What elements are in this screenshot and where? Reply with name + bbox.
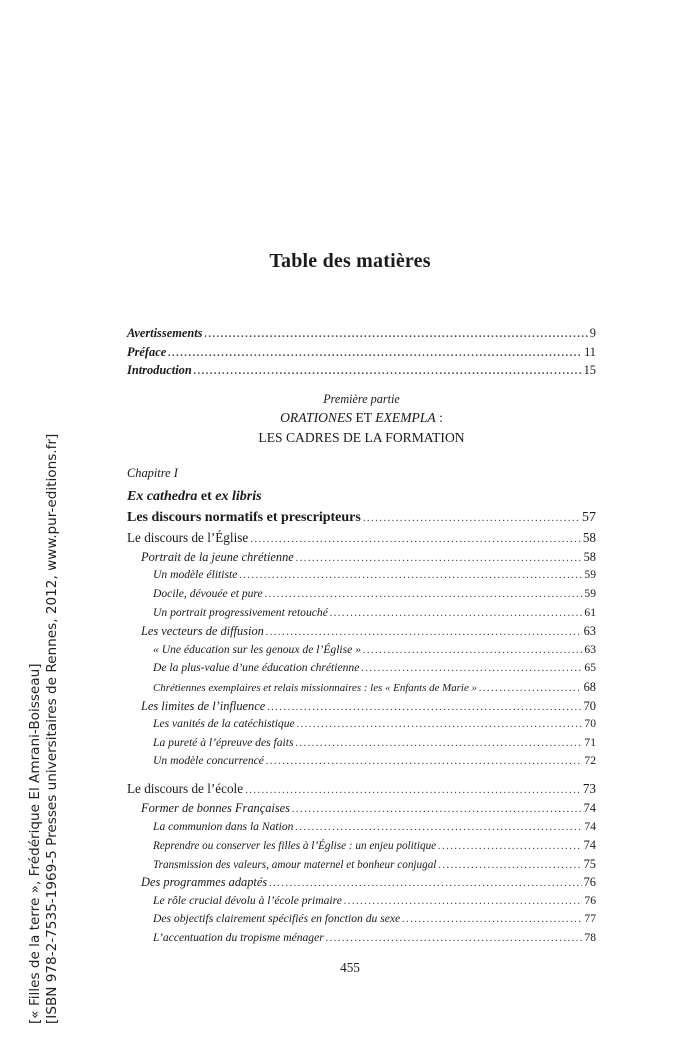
page-title: Table des matières — [269, 250, 431, 272]
toc-entry-subsection[interactable]: Les limites de l’influence ..... 70 — [127, 697, 596, 716]
toc-entry-item[interactable]: « Une éducation sur les genoux de l’Église » ..... 63 — [127, 641, 596, 660]
toc-entry-subsection[interactable]: Former de bonnes Françaises ..... 74 — [127, 799, 596, 818]
citation-line-1: [« Filles de la terre », Frédérique El Amrani-Boisseau] — [27, 663, 43, 1024]
toc-entry-item[interactable]: Un portrait progressivement retouché ..... 61 — [127, 604, 596, 623]
table-of-contents — [127, 324, 596, 948]
toc-entry-item[interactable]: L’accentuation du tropisme ménager ..... 78 — [127, 929, 596, 948]
toc-entry-introduction[interactable]: Introduction ..... 15 — [127, 361, 596, 380]
toc-entry-item[interactable]: Docile, dévouée et pure ..... 59 — [127, 585, 596, 604]
chapter-label: Chapitre I — [127, 465, 178, 480]
toc-entry-item[interactable]: Les vanités de la catéchistique ..... 70 — [127, 715, 596, 734]
toc-entry-subsection[interactable]: Des programmes adaptés ..... 76 — [127, 873, 596, 892]
toc-entry-chapter-1[interactable]: Les discours normatifs et prescripteurs ..... 57 — [127, 508, 596, 528]
toc-entry-item[interactable]: Des objectifs clairement spécifiés en fonction du sexe ..... 77 — [127, 910, 596, 929]
toc-entry-preface[interactable]: Préface ..... 11 — [127, 343, 596, 362]
toc-entry-avertissements[interactable]: Avertissements ..... 9 — [127, 324, 596, 343]
toc-entry-item[interactable]: Un modèle élitiste ..... 59 — [127, 566, 596, 585]
part-subtitle: LES CADRES DE LA FORMATION — [258, 429, 465, 445]
toc-entry-item[interactable]: La pureté à l’épreuve des faits ..... 71 — [127, 734, 596, 753]
toc-entry-section[interactable]: Le discours de l’Église ..... 58 — [127, 528, 596, 548]
toc-entry-subsection[interactable]: Les vecteurs de diffusion ..... 63 — [127, 622, 596, 641]
toc-entry-item[interactable]: Reprendre ou conserver les filles à l’Église : un enjeu politique ..... 74 — [127, 836, 596, 855]
toc-entry-item[interactable]: De la plus-value d’une éducation chrétienne ..... 65 — [127, 659, 596, 678]
toc-entry-subsection[interactable]: Portrait de la jeune chrétienne ..... 58 — [127, 548, 596, 567]
toc-entry-item[interactable]: Le rôle crucial dévolu à l’école primaire ..... 76 — [127, 892, 596, 911]
toc-entry-item[interactable]: Transmission des valeurs, amour maternel et bonheur conjugal ..... 75 — [127, 855, 596, 874]
toc-entry-section[interactable]: Le discours de l’école ..... 73 — [127, 779, 596, 799]
toc-entry-item[interactable]: La communion dans la Nation ..... 74 — [127, 818, 596, 837]
part-heading — [127, 390, 596, 448]
citation-line-2: [ISBN 978-2-7535-1969-5 Presses universitaires de Rennes, 2012, www.pur-editions.fr] — [44, 433, 60, 1024]
toc-entry-item[interactable]: Chrétiennes exemplaires et relais missionnaires : les « Enfants de Marie » ..... 68 — [127, 678, 596, 697]
chapter-subtitle: Ex cathedra et ex libris — [127, 488, 262, 504]
part-label: Première partie — [323, 391, 400, 406]
page-number: 455 — [340, 960, 360, 975]
part-title: ORATIONES ET EXEMPLA : — [280, 409, 443, 425]
toc-entry-item[interactable]: Un modèle concurrencé ..... 72 — [127, 752, 596, 771]
